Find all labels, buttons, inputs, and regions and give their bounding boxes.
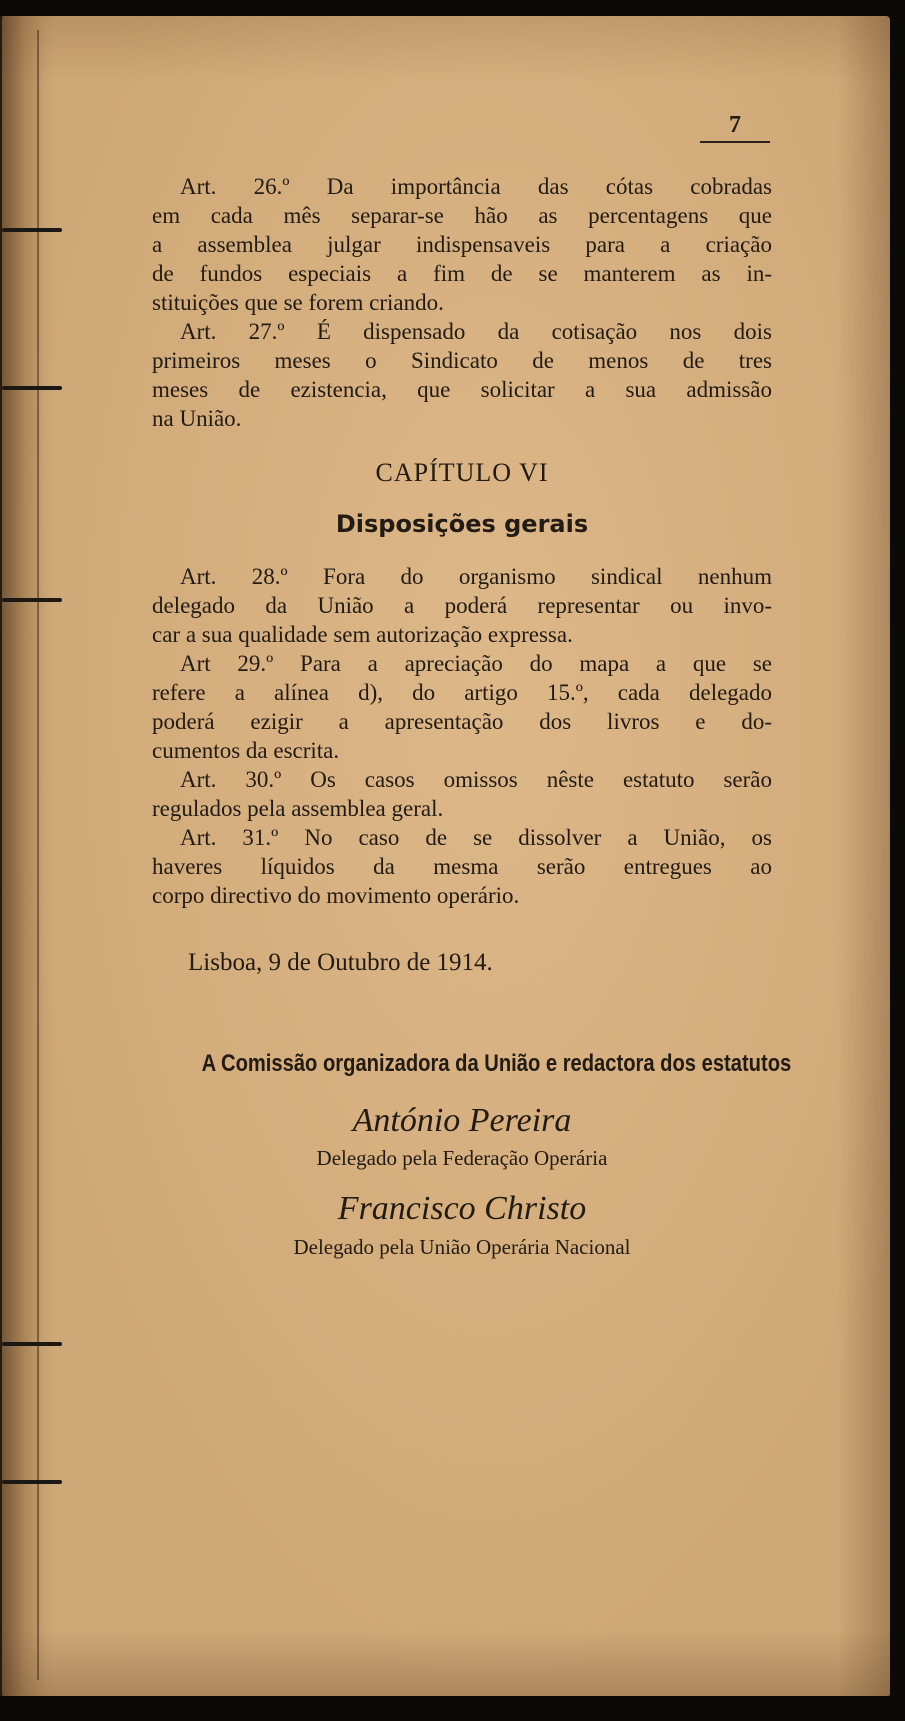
article-28 [152, 562, 772, 649]
signature-name: Francisco Christo [337, 1190, 587, 1227]
signature-role: Delegado pela União Operária Nacional [293, 1235, 631, 1259]
article-line: de fundos especiais a fim de se manterem as in- [152, 261, 772, 286]
article-line: Art. 30.º Os casos omissos nêste estatuto serão [180, 767, 772, 792]
chapter-title: CAPÍTULO VI [375, 458, 549, 487]
article-line: poderá ezigir a apresentação dos livros e do- [152, 709, 772, 734]
article-line: Art. 27.º É dispensado da cotisação nos dois [180, 319, 772, 344]
article-line: meses de ezistencia, que solicitar a sua admissão [152, 377, 772, 402]
article-line: em cada mês separar-se hão as percentagens que [152, 203, 772, 228]
commission-heading: A Comissão organizadora da União e redactora dos estatutos [201, 1050, 792, 1077]
signature-name: António Pereira [352, 1102, 572, 1139]
place-date: Lisboa, 9 de Outubro de 1914. [188, 949, 493, 976]
article-line: refere a alínea d), do artigo 15.º, cada delegado [152, 680, 772, 705]
article-line: car a sua qualidade sem autorização expressa. [152, 622, 573, 647]
article-line: stituições que se forem criando. [152, 290, 444, 315]
article-line: delegado da União a poderá representar ou invo- [152, 593, 772, 618]
article-line: primeiros meses o Sindicato de menos de tres [152, 348, 772, 373]
article-29 [152, 649, 772, 765]
article-26 [152, 172, 772, 317]
article-line: Art. 31.º No caso de se dissolver a União, os [180, 825, 772, 850]
article-line: Art. 26.º Da importância das cótas cobradas [180, 174, 772, 199]
article-line: na União. [152, 406, 242, 431]
article-30 [152, 765, 772, 823]
section-title: Disposições gerais [335, 510, 589, 538]
article-line: haveres líquidos da mesma serão entregues ao [152, 854, 772, 879]
article-line: Art. 28.º Fora do organismo sindical nenhum [180, 564, 772, 589]
article-line: a assemblea julgar indispensaveis para a criação [152, 232, 772, 257]
article-31 [152, 823, 772, 910]
page-number: 7 [700, 112, 770, 143]
article-line: cumentos da escrita. [152, 738, 340, 763]
article-line: Art 29.º Para a apreciação do mapa a que se [180, 651, 772, 676]
articles-block-2 [152, 562, 772, 910]
articles-block-1 [152, 172, 772, 433]
article-line: corpo directivo do movimento operário. [152, 883, 520, 908]
signature-role: Delegado pela Federação Operária [316, 1146, 608, 1170]
article-line: regulados pela assemblea geral. [152, 796, 444, 821]
article-27 [152, 317, 772, 433]
